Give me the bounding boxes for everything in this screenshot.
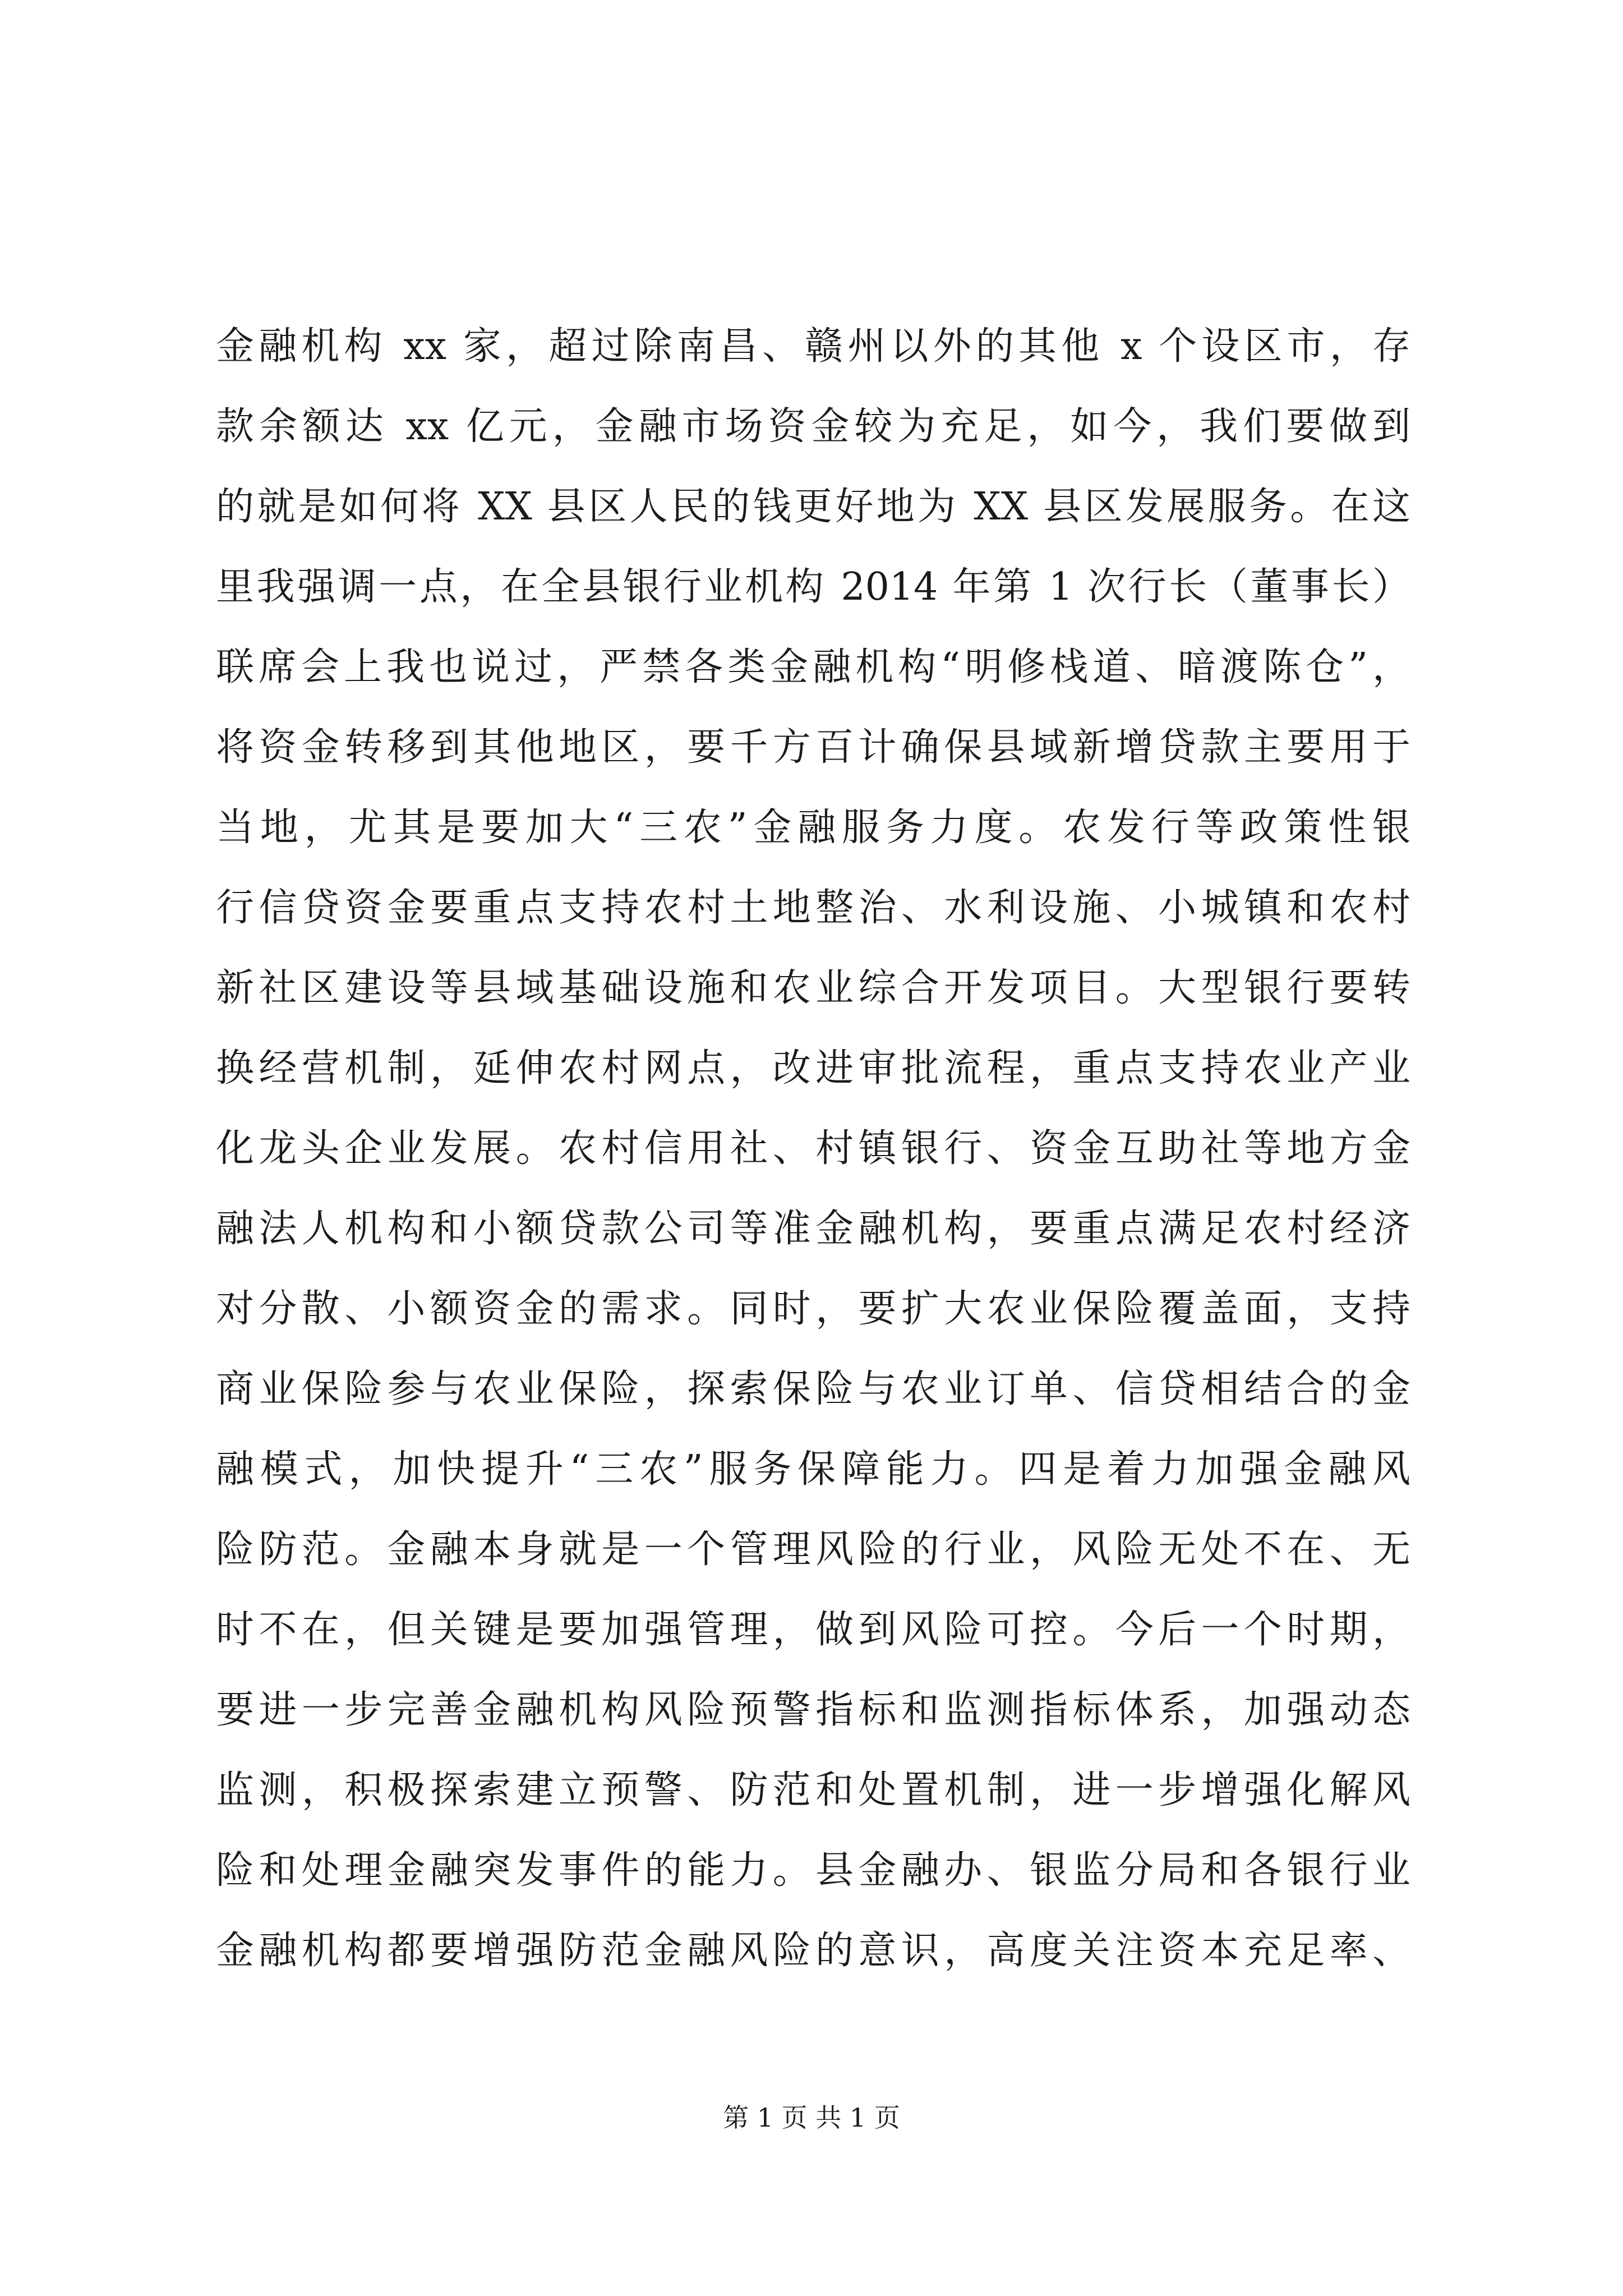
page-footer: 第 1 页 共 1 页 xyxy=(723,2102,900,2133)
text-line: 里我强调一点，在全县银行业机构 2014 年第 1 次行长（董事长） xyxy=(216,565,1410,609)
text-line: 要进一步完善金融机构风险预警指标和监测指标体系，加强动态 xyxy=(216,1688,1410,1732)
text-line: 险和处理金融突发事件的能力。县金融办、银监分局和各银行业 xyxy=(216,1848,1410,1893)
text-line: 金融机构 xx 家，超过除南昌、赣州以外的其他 x 个设区市，存 xyxy=(216,324,1410,369)
text-line: 当地，尤其是要加大“三农”金融服务力度。农发行等政策性银 xyxy=(216,806,1410,850)
text-line: 化龙头企业发展。农村信用社、村镇银行、资金互助社等地方金 xyxy=(216,1126,1410,1171)
text-line: 商业保险参与农业保险，探索保险与农业订单、信贷相结合的金 xyxy=(216,1367,1410,1411)
body-text xyxy=(216,306,1410,1991)
text-line: 将资金转移到其他地区，要千方百计确保县域新增贷款主要用于 xyxy=(216,725,1410,770)
text-line: 新社区建设等县域基础设施和农业综合开发项目。大型银行要转 xyxy=(216,966,1410,1010)
text-line: 对分散、小额资金的需求。同时，要扩大农业保险覆盖面，支持 xyxy=(216,1287,1410,1331)
text-line: 监测，积极探索建立预警、防范和处置机制，进一步增强化解风 xyxy=(216,1768,1410,1812)
text-line: 融模式，加快提升“三农”服务保障能力。四是着力加强金融风 xyxy=(216,1447,1410,1492)
text-line: 融法人机构和小额贷款公司等准金融机构，要重点满足农村经济 xyxy=(216,1207,1410,1251)
text-line: 款余额达 xx 亿元，金融市场资金较为充足，如今，我们要做到 xyxy=(216,404,1410,449)
text-line: 时不在，但关键是要加强管理，做到风险可控。今后一个时期， xyxy=(216,1608,1410,1652)
text-line: 行信贷资金要重点支持农村土地整治、水利设施、小城镇和农村 xyxy=(216,886,1410,930)
text-line: 险防范。金融本身就是一个管理风险的行业，风险无处不在、无 xyxy=(216,1527,1410,1572)
text-line: 换经营机制，延伸农村网点，改进审批流程，重点支持农业产业 xyxy=(216,1046,1410,1091)
text-line: 联席会上我也说过，严禁各类金融机构“明修栈道、暗渡陈仓”， xyxy=(216,645,1410,689)
text-line: 金融机构都要增强防范金融风险的意识，高度关注资本充足率、 xyxy=(216,1929,1410,1973)
text-line: 的就是如何将 XX 县区人民的钱更好地为 XX 县区发展服务。在这 xyxy=(216,485,1410,529)
